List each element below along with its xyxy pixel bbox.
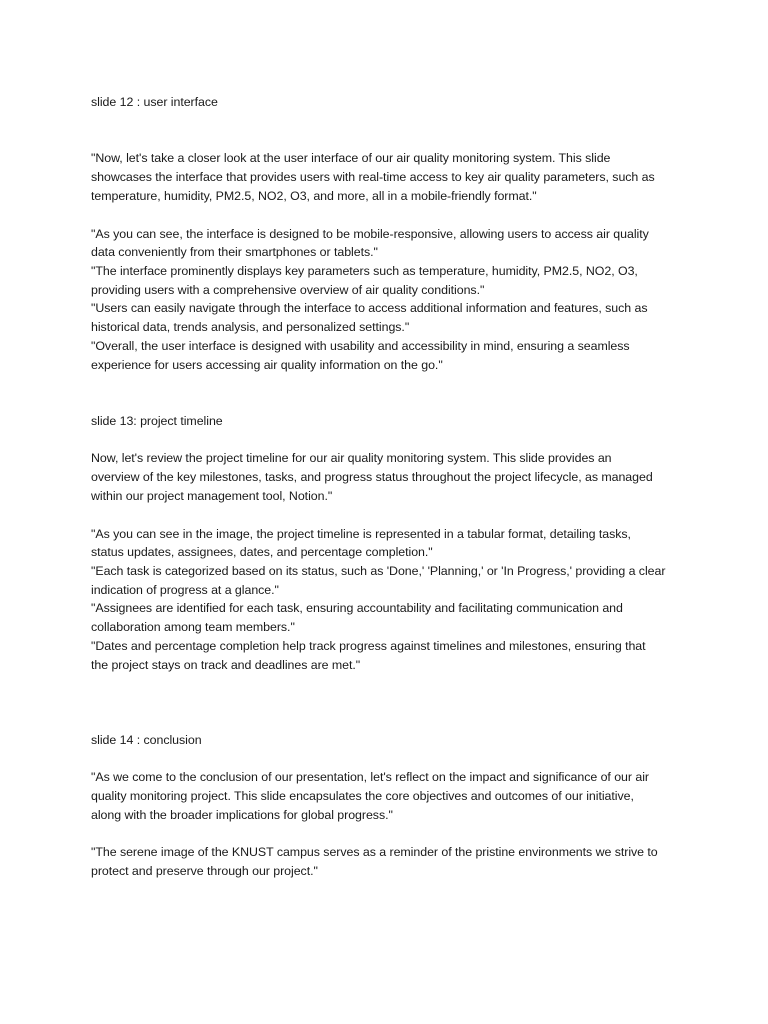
slide-12-p1-line-2: showcases the interface that provides users with real-time access to key air quality parameters, such as [91, 170, 655, 184]
slide-14-p1-line-1: "As we come to the conclusion of our presentation, let's reflect on the impact and significance of our air [91, 770, 649, 784]
slide-13-p2-line-3: "Each task is categorized based on its status, such as 'Done,' 'Planning,' or 'In Progress,' providing a clear [91, 564, 666, 578]
slide-13-p2-line-6: collaboration among team members." [91, 620, 295, 634]
slide-13-p2-line-7: "Dates and percentage completion help track progress against timelines and milestones, ensuring that [91, 639, 646, 653]
slide-13-heading: slide 13: project timeline [91, 414, 223, 428]
slide-13-p1-line-3: within our project management tool, Notion." [91, 489, 333, 503]
slide-12-p2-line-5: "Users can easily navigate through the interface to access additional information and features, such as [91, 301, 648, 315]
slide-13-p2-line-2: status updates, assignees, dates, and percentage completion." [91, 545, 433, 559]
slide-13-p2-line-5: "Assignees are identified for each task, ensuring accountability and facilitating communication and [91, 601, 623, 615]
slide-13-p1-line-2: overview of the key milestones, tasks, and progress status throughout the project lifecycle, as managed [91, 470, 653, 484]
slide-13-p1-line-1: Now, let's review the project timeline for our air quality monitoring system. This slide provides an [91, 451, 612, 465]
slide-12-p2-line-6: historical data, trends analysis, and personalized settings." [91, 320, 410, 334]
document-page [91, 0, 691, 1024]
slide-14-p2-line-2: protect and preserve through our project." [91, 864, 318, 878]
slide-13-p2-line-1: "As you can see in the image, the project timeline is represented in a tabular format, detailing tasks, [91, 527, 631, 541]
slide-12-p2-line-1: "As you can see, the interface is designed to be mobile-responsive, allowing users to access air quality [91, 227, 649, 241]
slide-14-p1-line-2: quality monitoring project. This slide encapsulates the core objectives and outcomes of our initiative, [91, 789, 634, 803]
slide-12-p2-line-8: experience for users accessing air quality information on the go." [91, 358, 443, 372]
slide-12-p2-line-2: data conveniently from their smartphones or tablets." [91, 245, 378, 259]
slide-12-p1-line-1: "Now, let's take a closer look at the user interface of our air quality monitoring system. This slide [91, 151, 611, 165]
slide-12-p2-line-4: providing users with a comprehensive overview of air quality conditions." [91, 283, 485, 297]
slide-12-p2-line-3: "The interface prominently displays key parameters such as temperature, humidity, PM2.5, NO2, O3, [91, 264, 638, 278]
slide-14-p2-line-1: "The serene image of the KNUST campus serves as a reminder of the pristine environments we strive to [91, 845, 658, 859]
slide-12-heading: slide 12 : user interface [91, 95, 218, 109]
slide-13-p2-line-4: indication of progress at a glance." [91, 583, 279, 597]
slide-12-p1-line-3: temperature, humidity, PM2.5, NO2, O3, and more, all in a mobile-friendly format." [91, 189, 537, 203]
slide-13-p2-line-8: the project stays on track and deadlines are met." [91, 658, 361, 672]
slide-14-p1-line-3: along with the broader implications for global progress." [91, 808, 393, 822]
slide-12-p2-line-7: "Overall, the user interface is designed with usability and accessibility in mind, ensuring a seamless [91, 339, 630, 353]
slide-14-heading: slide 14 : conclusion [91, 733, 202, 747]
